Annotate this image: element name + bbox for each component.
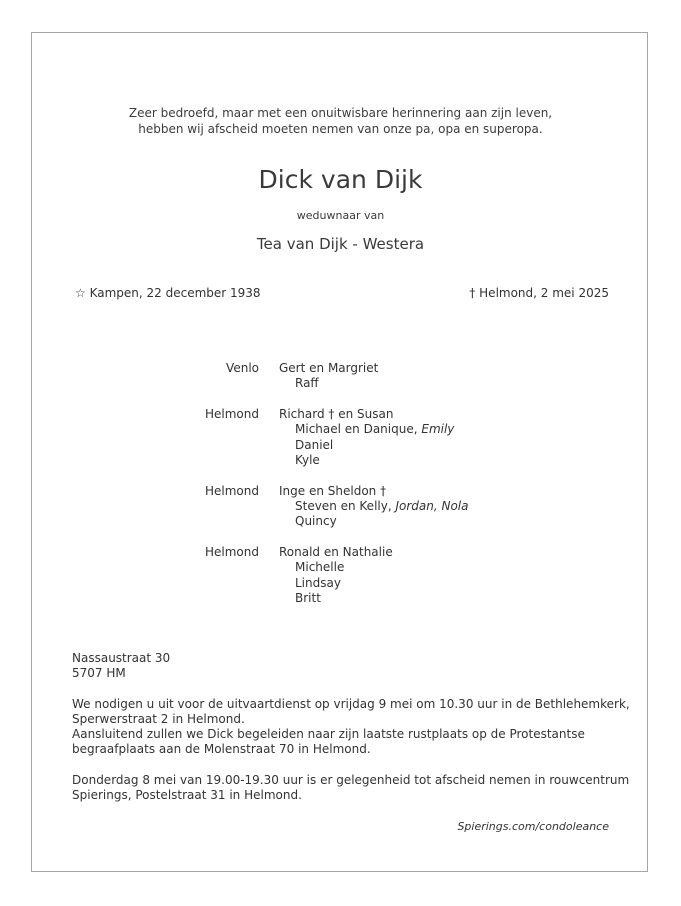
service-line: Sperwerstraat 2 in Helmond. — [72, 711, 245, 726]
great-grandchildren: Jordan, Nola — [395, 499, 469, 514]
family-city: Helmond — [205, 483, 259, 498]
grandchild-line — [279, 376, 520, 391]
family-city: Venlo — [226, 361, 259, 375]
service-line: begraafplaats aan de Molenstraat 70 in Helmond. — [72, 742, 371, 757]
grandchild-line — [279, 438, 520, 453]
grandchild-line — [279, 422, 520, 437]
family-group — [160, 407, 520, 468]
death-info: † Helmond, 2 mei 2025 — [469, 286, 609, 300]
family-names — [279, 361, 520, 392]
intro-line: hebben wij afscheid moeten nemen van onze pa, opa en superopa. — [138, 122, 543, 136]
grandchild-line — [279, 499, 520, 514]
relation-text: weduwnaar van — [296, 209, 385, 222]
family-parents: Inge en Sheldon † — [279, 483, 387, 498]
grandchild-name: Daniel — [295, 437, 334, 452]
grandchild-name: Michael en Danique, — [295, 422, 422, 437]
service-line: We nodigen u uit voor de uitvaartdienst op vrijdag 9 mei om 10.30 uur in de Bethlehemkerk, — [72, 696, 630, 711]
family-names — [279, 484, 520, 530]
address-postcode: 5707 HM — [72, 666, 126, 681]
family-list — [160, 361, 520, 622]
grandchild-line — [279, 591, 520, 606]
visitation-line: Donderdag 8 mei van 19.00-19.30 uur is er gelegenheid tot afscheid nemen in rouwcentrum — [72, 772, 630, 787]
family-group — [160, 484, 520, 530]
family-city: Helmond — [205, 407, 259, 422]
visitation-line: Spierings, Postelstraat 31 in Helmond. — [72, 788, 302, 803]
service-line: Aansluitend zullen we Dick begeleiden naar zijn laatste rustplaats op de Protestantse — [72, 727, 585, 742]
family-parents: Gert en Margriet — [279, 361, 379, 375]
grandchild-line — [279, 514, 520, 529]
grandchild-line — [279, 576, 520, 591]
birth-info: ☆ Kampen, 22 december 1938 — [75, 286, 261, 300]
grandchild-name: Quincy — [295, 514, 337, 529]
great-grandchildren: Emily — [421, 422, 455, 437]
grandchild-name: Lindsay — [295, 575, 341, 590]
grandchild-line — [279, 560, 520, 575]
grandchild-name: Steven en Kelly, — [295, 499, 396, 514]
family-parents: Richard † en Susan — [279, 407, 394, 422]
intro-line: Zeer bedroefd, maar met een onuitwisbare herinnering aan zijn leven, — [128, 106, 553, 120]
deceased-name: Dick van Dijk — [258, 165, 423, 194]
family-group — [160, 361, 520, 392]
address-street: Nassaustraat 30 — [72, 651, 171, 665]
family-names — [279, 407, 520, 468]
family-parents: Ronald en Nathalie — [279, 545, 393, 560]
intro-text — [0, 105, 681, 137]
grandchild-name: Britt — [295, 591, 321, 606]
family-names — [279, 545, 520, 606]
family-group — [160, 545, 520, 606]
condolence-link[interactable]: Spierings.com/condoleance — [457, 820, 609, 833]
grandchild-name: Kyle — [295, 452, 320, 467]
grandchild-line — [279, 453, 520, 468]
family-city: Helmond — [205, 545, 259, 560]
grandchild-name: Raff — [295, 376, 319, 391]
spouse-name: Tea van Dijk - Westera — [256, 235, 425, 253]
grandchild-name: Michelle — [295, 560, 345, 575]
details-block — [72, 651, 630, 803]
